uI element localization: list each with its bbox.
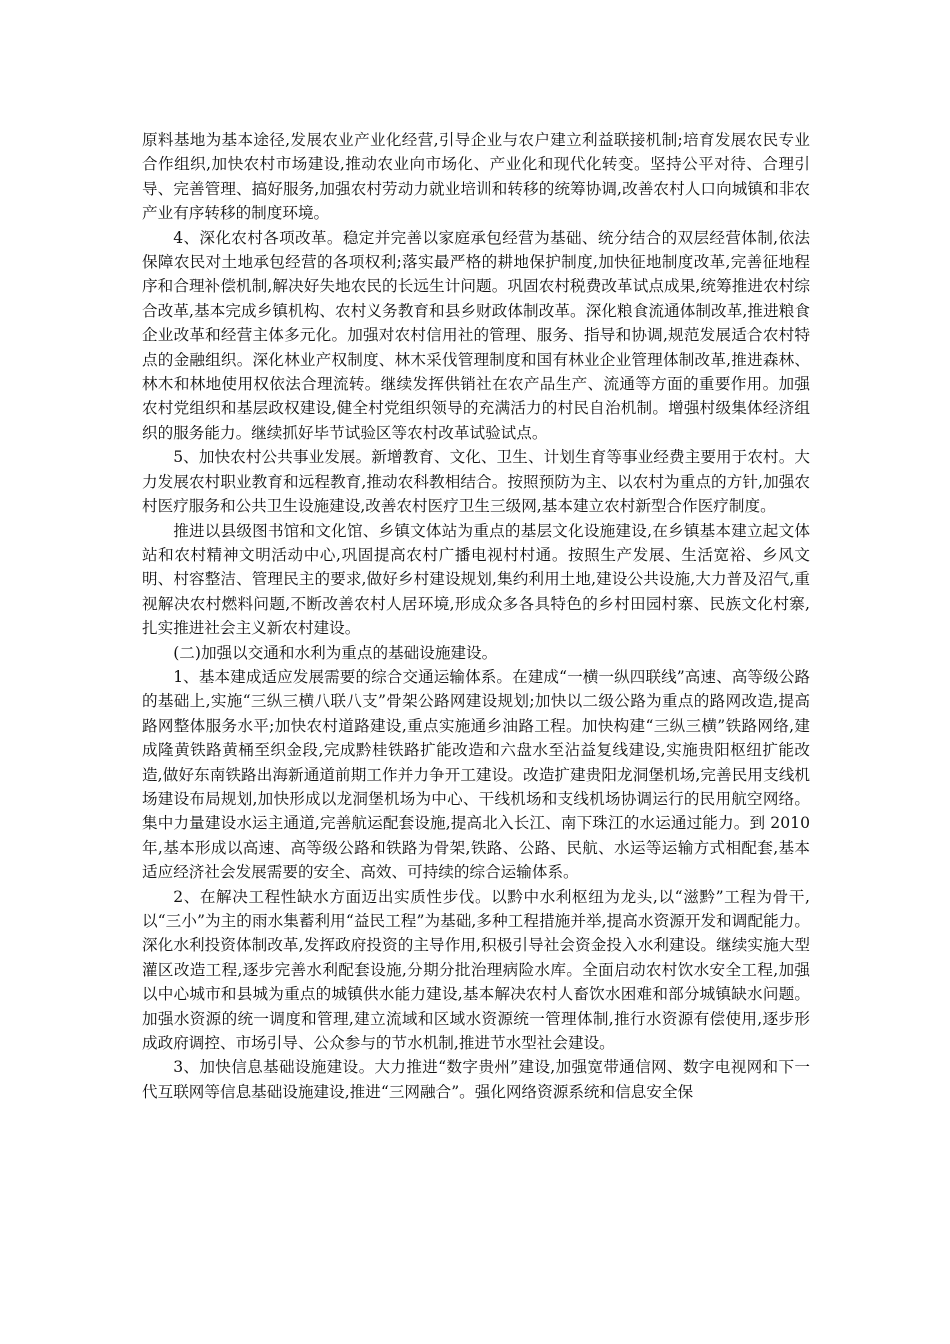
paragraph-public-services: 5、加快农村公共事业发展。新增教育、文化、卫生、计划生育等事业经费主要用于农村。大力发展农村职业教育和远程教育,推动农科教相结合。按照预防为主、以农村为重点的方针,加强农村医疗服务和公共卫生设施建设,改善农村医疗卫生三级网,基本建立农村新型合作医疗制度。	[142, 448, 810, 516]
document-page	[142, 128, 810, 1104]
section-heading-infrastructure: (二)加强以交通和水利为重点的基础设施建设。	[173, 643, 498, 662]
paragraph-transport: 1、基本建成适应发展需要的综合交通运输体系。在建成“一横一纵四联线”高速、高等级公路的基础上,实施“三纵三横八联八支”骨架公路网建设规划;加快以二级公路为重点的路网改造,提高路网整体服务水平;加快农村道路建设,重点实施通乡油路工程。加快构建“三纵三横”铁路网络,建成隆黄铁路黄桶至织金段,完成黔桂铁路扩能改造和六盘水至沾益复线建设,实施贵阳枢纽扩能改造,做好东南铁路出海新通道前期工作并力争开工建设。改造扩建贵阳龙洞堡机场,完善民用支线机场建设布局规划,加快形成以龙洞堡机场为中心、干线机场和支线机场协调运行的民用航空网络。集中力量建设水运主通道,完善航运配套设施,提高北入长江、南下珠江的水运通过能力。到 2010 年,基本形成以高速、高等级公路和铁路为骨架,铁路、公路、民航、水运等运输方式相配套,基本适应经济社会发展需要的安全、高效、可持续的综合运输体系。	[142, 667, 810, 882]
paragraph-information: 3、加快信息基础设施建设。大力推进“数字贵州”建设,加强宽带通信网、数字电视网和下一代互联网等信息基础设施建设,推进“三网融合”。强化网络资源系统和信息安全保	[142, 1058, 810, 1101]
paragraph-culture-facilities: 推进以县级图书馆和文化馆、乡镇文体站为重点的基层文化设施建设,在乡镇基本建立起文体站和农村精神文明活动中心,巩固提高农村广播电视村村通。按照生产发展、生活宽裕、乡风文明、村容整洁、管理民主的要求,做好乡村建设规划,集约利用土地,建设公共设施,大力普及沼气,重视解决农村燃料问题,不断改善农村人居环境,形成众多各具特色的乡村田园村寨、民族文化村寨,扎实推进社会主义新农村建设。	[142, 521, 810, 638]
paragraph-water: 2、在解决工程性缺水方面迈出实质性步伐。以黔中水利枢纽为龙头,以“滋黔”工程为骨干,以“三小”为主的雨水集蓄利用“益民工程”为基础,多种工程措施并举,提高水资源开发和调配能力。深化水利投资体制改革,发挥政府投资的主导作用,积极引导社会资金投入水利建设。继续实施大型灌区改造工程,逐步完善水利配套设施,分期分批治理病险水库。全面启动农村饮水安全工程,加强以中心城市和县城为重点的城镇供水能力建设,基本解决农村人畜饮水困难和部分城镇缺水问题。加强水资源的统一调度和管理,建立流域和区域水资源统一管理体制,推行水资源有偿使用,逐步形成政府调控、市场引导、公众参与的节水机制,推进节水型社会建设。	[142, 887, 810, 1053]
paragraph-continuation: 原料基地为基本途径,发展农业产业化经营,引导企业与农户建立利益联接机制;培育发展农民专业合作组织,加快农村市场建设,推动农业向市场化、产业化和现代化转变。坚持公平对待、合理引导、完善管理、搞好服务,加强农村劳动力就业培训和转移的统筹协调,改善农村人口向城镇和非农产业有序转移的制度环境。	[142, 131, 810, 223]
paragraph-rural-reform: 4、深化农村各项改革。稳定并完善以家庭承包经营为基础、统分结合的双层经营体制,依法保障农民对土地承包经营的各项权利;落实最严格的耕地保护制度,加快征地制度改革,完善征地程序和合理补偿机制,解决好失地农民的长远生计问题。巩固农村税费改革试点成果,统筹推进农村综合改革,基本完成乡镇机构、农村义务教育和县乡财政体制改革。深化粮食流通体制改革,推进粮食企业改革和经营主体多元化。加强对农村信用社的管理、服务、指导和协调,规范发展适合农村特点的金融组织。深化林业产权制度、林木采伐管理制度和国有林业企业管理体制改革,推进森林、林木和林地使用权依法合理流转。继续发挥供销社在农产品生产、流通等方面的重要作用。加强农村党组织和基层政权建设,健全村党组织领导的充满活力的村民自治机制。增强村级集体经济组织的服务能力。继续抓好毕节试验区等农村改革试验试点。	[142, 228, 810, 442]
